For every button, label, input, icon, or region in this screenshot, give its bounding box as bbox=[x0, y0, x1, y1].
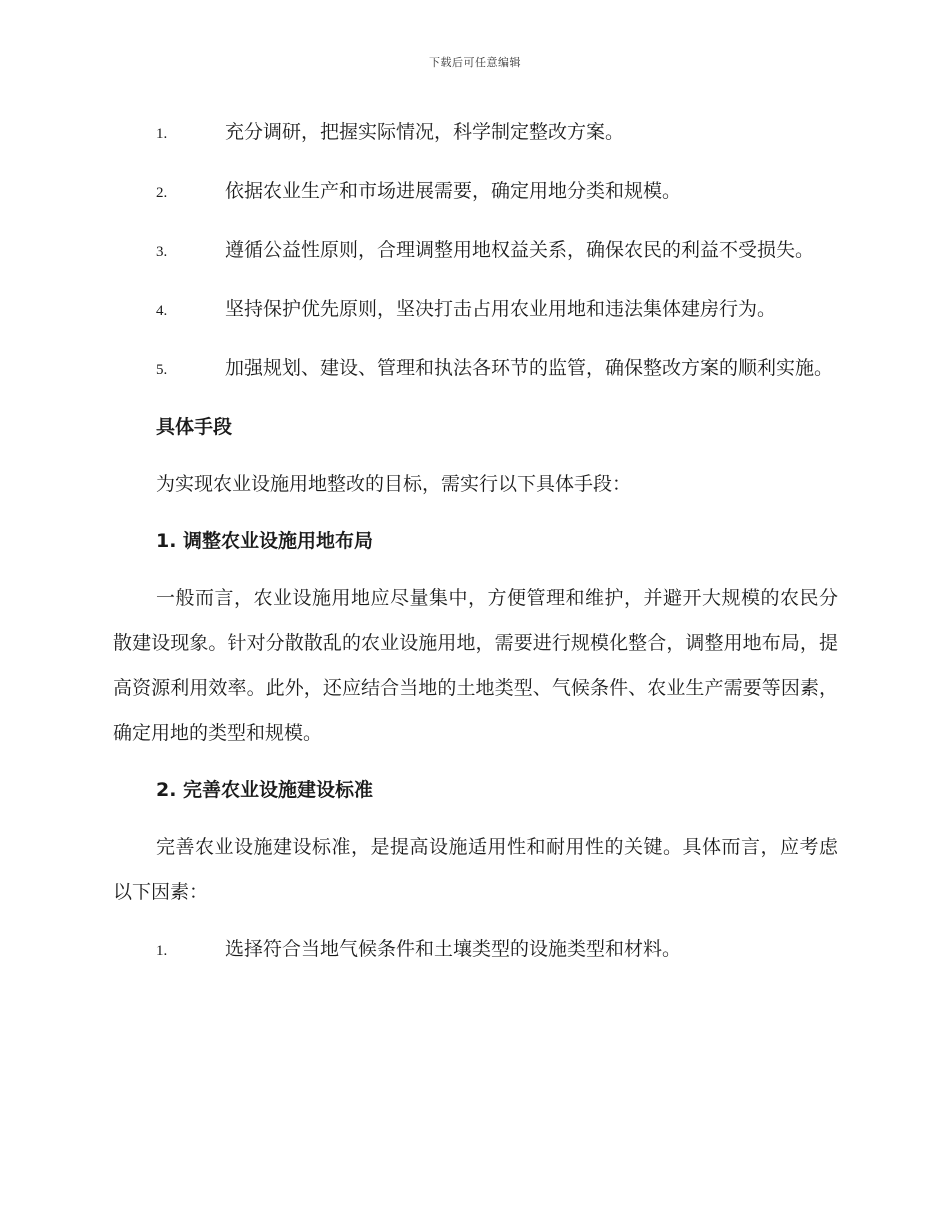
list-text: 加强规划、建设、管理和执法各环节的监管，确保整改方案的顺利实施。 bbox=[225, 357, 834, 379]
section-title: 具体手段 bbox=[156, 416, 233, 438]
list-text: 坚持保护优先原则，坚决打击占用农业用地和违法集体建房行为。 bbox=[225, 298, 777, 320]
list-item bbox=[113, 169, 838, 216]
subsection-title-2: 2. 完善农业设施建设标准 bbox=[156, 779, 374, 801]
list-text: 遵循公益性原则，合理调整用地权益关系，确保农民的利益不受损失。 bbox=[225, 239, 815, 261]
list-item bbox=[113, 287, 838, 334]
list-number: 1. bbox=[156, 943, 168, 959]
subsection-title-1: 1. 调整农业设施用地布局 bbox=[156, 530, 374, 552]
list-number: 3. bbox=[156, 244, 168, 260]
list-text: 充分调研，把握实际情况，科学制定整改方案。 bbox=[225, 121, 625, 143]
list-item bbox=[113, 346, 838, 393]
subsection-body-1: 一般而言，农业设施用地应尽量集中，方便管理和维护，并避开大规模的农民分散建设现象。针对分散散乱的农业设施用地，需要进行规模化整合，调整用地布局，提高资源利用效率。此外，还应结合当地的土地类型、气候条件、农业生产需要等因素，确定用地的类型和规模。 bbox=[113, 587, 838, 744]
list-item bbox=[113, 927, 838, 974]
list-item bbox=[113, 228, 838, 275]
intro-paragraph: 为实现农业设施用地整改的目标，需实行以下具体手段： bbox=[156, 473, 632, 495]
list-text: 选择符合当地气候条件和土壤类型的设施类型和材料。 bbox=[225, 938, 682, 960]
subsection-body-2: 完善农业设施建设标准，是提高设施适用性和耐用性的关键。具体而言，应考虑以下因素： bbox=[113, 836, 838, 903]
document-body bbox=[113, 110, 838, 986]
list-number: 2. bbox=[156, 185, 168, 201]
list-number: 4. bbox=[156, 303, 168, 319]
list-item bbox=[113, 110, 838, 157]
list-number: 5. bbox=[156, 362, 168, 378]
page-header: 下载后可任意编辑 bbox=[429, 56, 521, 69]
list-number: 1. bbox=[156, 126, 168, 142]
list-text: 依据农业生产和市场进展需要，确定用地分类和规模。 bbox=[225, 180, 682, 202]
